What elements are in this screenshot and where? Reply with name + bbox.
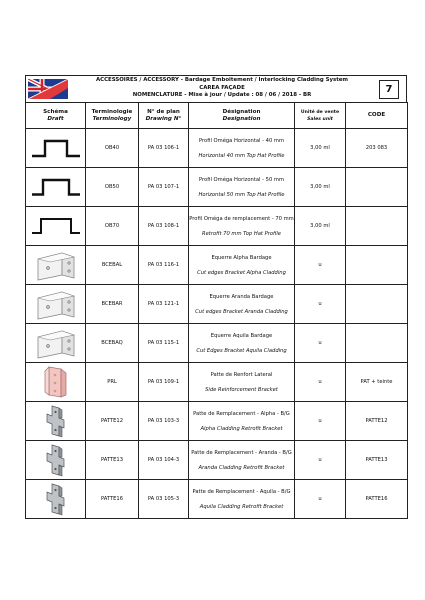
code-cell: PAT + teinte	[346, 363, 408, 402]
header-subtitle: CAREA FAÇADE	[199, 84, 245, 91]
designation-cell	[189, 246, 295, 285]
schema-cell	[26, 480, 86, 519]
table-row	[26, 441, 408, 480]
terminology-cell: OB70	[86, 207, 139, 246]
omega-profile-icon	[26, 175, 85, 199]
designation-cell	[189, 480, 295, 519]
designation-fr: Patte de Remplacement - Aquila - B/G	[192, 488, 291, 495]
col-code: CODE	[346, 103, 408, 129]
designation-cell	[189, 324, 295, 363]
table-row	[26, 246, 408, 285]
table-row	[26, 402, 408, 441]
schema-cell	[26, 207, 86, 246]
bracket-box-icon	[26, 249, 85, 281]
schema-cell	[26, 168, 86, 207]
designation-en: Alpha Cladding Retrofit Bracket	[200, 425, 283, 432]
drawing-number-cell: PA 03 107-1	[139, 168, 189, 207]
reinforcement-bracket-icon	[26, 365, 85, 399]
drawing-number-cell: PA 03 116-1	[139, 246, 189, 285]
designation-fr: Profil Oméga Horizontal - 50 mm	[198, 176, 285, 183]
designation-cell	[189, 363, 295, 402]
document-header	[25, 75, 407, 102]
designation-en: Aranda Cladding Retrofit Bracket	[198, 464, 285, 471]
drawing-number-cell: PA 03 105-3	[139, 480, 189, 519]
sales-unit-cell: 3,00 ml	[295, 207, 346, 246]
designation-cell	[189, 285, 295, 324]
omega-profile-icon	[26, 214, 85, 238]
table-header-row	[26, 103, 408, 129]
sales-unit-cell: u	[295, 480, 346, 519]
sales-unit-cell: 3,00 ml	[295, 129, 346, 168]
designation-cell	[189, 168, 295, 207]
terminology-cell: OB50	[86, 168, 139, 207]
designation-en: Aquila Cladding Retrofit Bracket	[199, 503, 284, 510]
code-cell: 203 083	[346, 129, 408, 168]
retrofit-bracket-icon	[26, 443, 85, 477]
terminology-cell: OB40	[86, 129, 139, 168]
designation-en: Horizontal 40 mm Top Hat Profile	[198, 152, 285, 159]
terminology-cell: PRL	[86, 363, 139, 402]
table-row	[26, 129, 408, 168]
terminology-cell: BCEBAR	[86, 285, 139, 324]
schema-cell	[26, 441, 86, 480]
sales-unit-cell: u	[295, 246, 346, 285]
retrofit-bracket-icon	[26, 482, 85, 516]
col-sales-unit: Unité de vente Sales unit	[295, 103, 346, 129]
drawing-number-cell: PA 03 103-3	[139, 402, 189, 441]
drawing-number-cell: PA 03 104-3	[139, 441, 189, 480]
page-number: 7	[379, 80, 399, 99]
code-cell: PATTE16	[346, 480, 408, 519]
designation-en: Side Reinforcement Bracket	[205, 386, 278, 393]
terminology-cell: BCEBAQ	[86, 324, 139, 363]
schema-cell	[26, 129, 86, 168]
schema-cell	[26, 363, 86, 402]
col-drawing: N° de plan Drawing N°	[139, 103, 189, 129]
sales-unit-cell: u	[295, 363, 346, 402]
code-cell	[346, 285, 408, 324]
designation-fr: Equerre Aranda Bardage	[209, 293, 274, 300]
sales-unit-cell: u	[295, 402, 346, 441]
table-row	[26, 324, 408, 363]
sales-unit-cell: u	[295, 285, 346, 324]
table-row	[26, 285, 408, 324]
drawing-number-cell: PA 03 108-1	[139, 207, 189, 246]
header-update: NOMENCLATURE - Mise à jour / Update : 08 / 06 / 2018 - BR	[132, 92, 312, 99]
bracket-box-icon	[26, 327, 85, 359]
bracket-box-icon	[26, 288, 85, 320]
designation-en: Cut edges Bracket Aranda Cladding	[195, 308, 288, 315]
schema-cell	[26, 324, 86, 363]
terminology-cell: PATTE12	[86, 402, 139, 441]
schema-cell	[26, 402, 86, 441]
drawing-number-cell: PA 03 115-1	[139, 324, 189, 363]
table-row	[26, 168, 408, 207]
col-designation: Désignation Designation	[189, 103, 295, 129]
designation-fr: Equerre Aquila Bardage	[210, 332, 273, 339]
code-cell	[346, 246, 408, 285]
table-row	[26, 207, 408, 246]
drawing-number-cell: PA 03 109-1	[139, 363, 189, 402]
designation-cell	[189, 207, 295, 246]
schema-cell	[26, 246, 86, 285]
designation-fr: Profil Oméga de remplacement - 70 mm	[189, 215, 294, 222]
designation-cell	[189, 129, 295, 168]
sales-unit-cell: 3,00 ml	[295, 168, 346, 207]
header-title: ACCESSOIRES / ACCESSORY - Bardage Emboitement / Interlocking Cladding System	[95, 77, 349, 83]
designation-en: Cut Edges Bracket Aquila Cladding	[196, 347, 287, 354]
drawing-number-cell: PA 03 121-1	[139, 285, 189, 324]
omega-profile-icon	[26, 136, 85, 160]
designation-en: Horizontal 50 mm Top Hat Profile	[198, 191, 285, 198]
designation-fr: Patte de Remplacement - Aranda - B/G	[191, 449, 292, 456]
drawing-number-cell: PA 03 106-1	[139, 129, 189, 168]
sales-unit-cell: u	[295, 324, 346, 363]
code-cell	[346, 168, 408, 207]
schema-cell	[26, 285, 86, 324]
terminology-cell: BCEBAL	[86, 246, 139, 285]
designation-fr: Profil Oméga Horizontal - 40 mm	[198, 137, 285, 144]
designation-en: Cut edges Bracket Alpha Cladding	[197, 269, 286, 276]
code-cell: PATTE12	[346, 402, 408, 441]
nomenclature-table	[25, 102, 408, 519]
nomenclature-sheet	[25, 75, 407, 519]
header-text	[72, 77, 372, 100]
designation-fr: Patte de Remplacement - Alpha - B/G	[193, 410, 290, 417]
code-cell	[346, 207, 408, 246]
designation-fr: Equerre Alpha Bardage	[211, 254, 272, 261]
code-cell: PATTE13	[346, 441, 408, 480]
code-cell	[346, 324, 408, 363]
table-row	[26, 480, 408, 519]
designation-cell	[189, 441, 295, 480]
col-terminology: Terminologie Terminology	[86, 103, 139, 129]
table-row	[26, 363, 408, 402]
designation-cell	[189, 402, 295, 441]
col-schema: Schéma Draft	[26, 103, 86, 129]
designation-en: Retrofit 70 mm Top Hat Profile	[202, 230, 281, 237]
terminology-cell: PATTE13	[86, 441, 139, 480]
retrofit-bracket-icon	[26, 404, 85, 438]
sales-unit-cell: u	[295, 441, 346, 480]
uk-france-flag-icon	[28, 79, 68, 99]
terminology-cell: PATTE16	[86, 480, 139, 519]
designation-fr: Patte de Renfort Lateral	[210, 371, 273, 378]
